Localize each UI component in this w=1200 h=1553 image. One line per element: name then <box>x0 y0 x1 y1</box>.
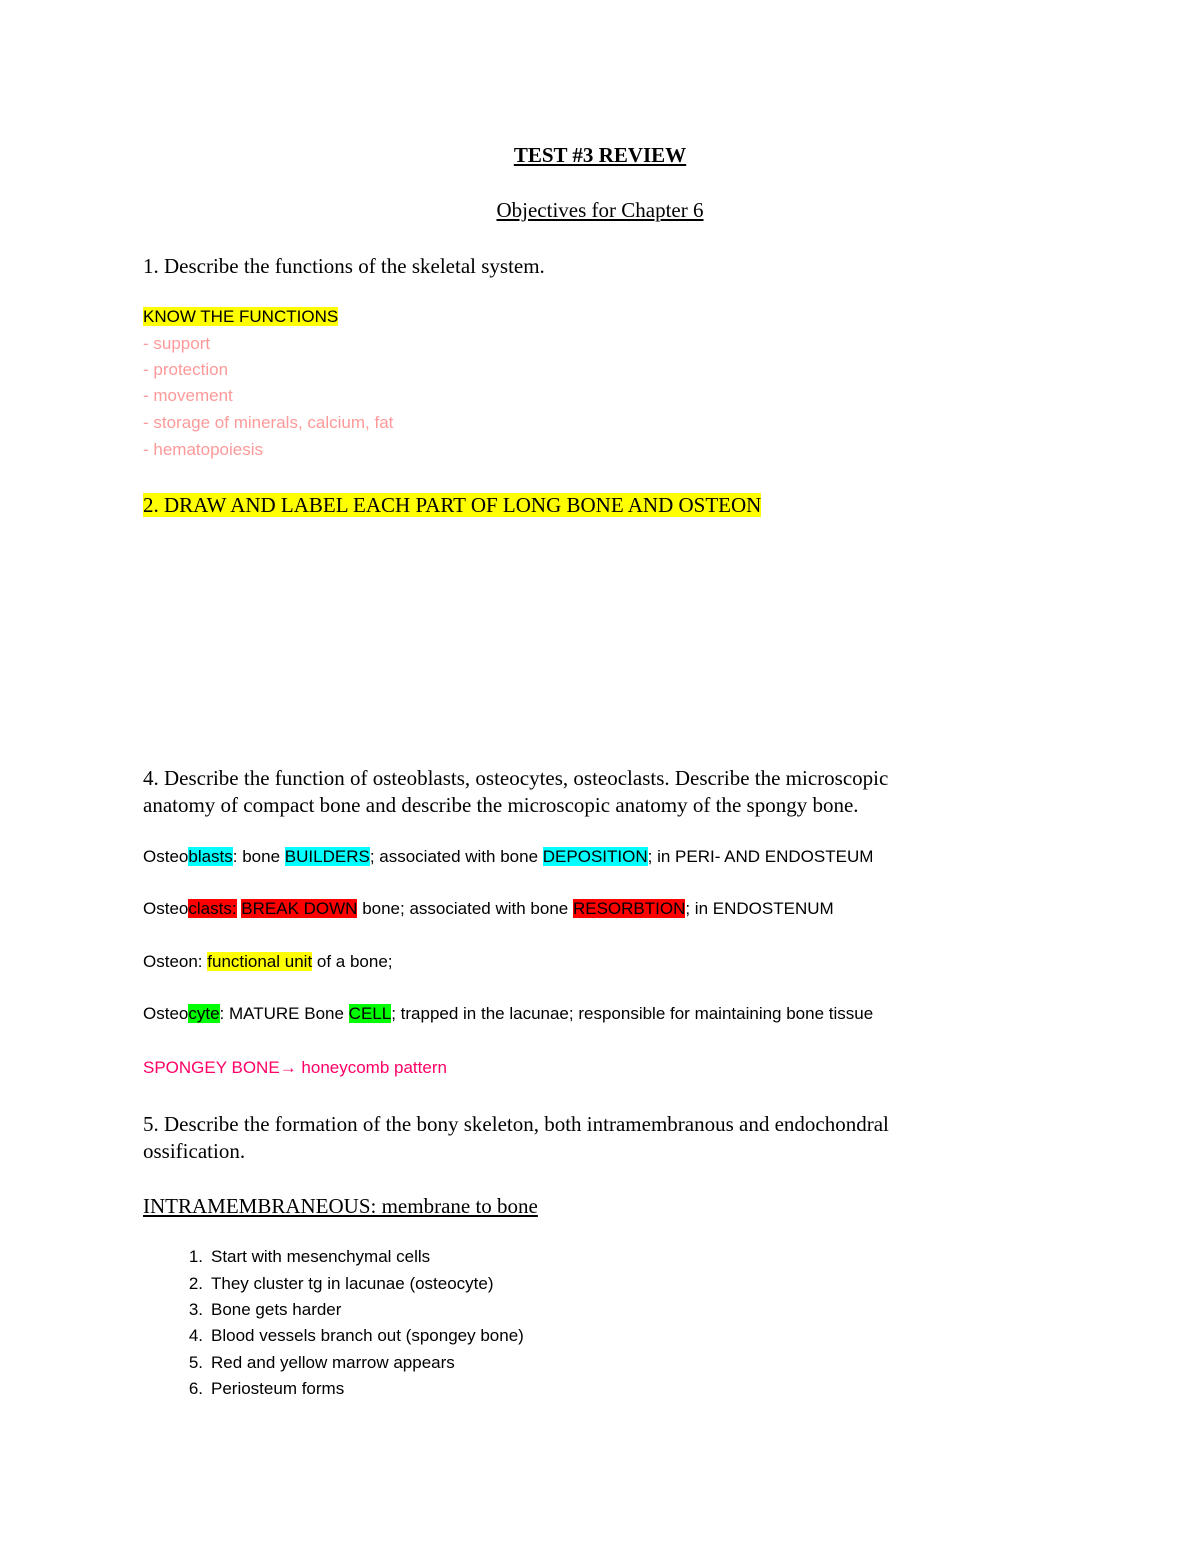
question-1: 1. Describe the functions of the skeletal system. <box>143 254 545 278</box>
osteocyte-cell: CELL <box>348 1004 392 1023</box>
osteoclasts-text-3: ; in ENDOSTENUM <box>685 899 834 918</box>
list-item <box>188 1247 431 1267</box>
function-item: - support <box>143 334 211 353</box>
list-item <box>188 1379 345 1399</box>
question-4-line-2: anatomy of compact bone and describe the microscopic anatomy of the spongy bone. <box>143 793 859 817</box>
list-item-text: Blood vessels branch out (spongey bone) <box>211 1326 524 1345</box>
osteocyte-highlight: cyte <box>188 1004 220 1023</box>
list-item-number: 2. <box>188 1274 203 1293</box>
osteoblasts-highlight: blasts <box>188 847 233 866</box>
question-2 <box>143 493 761 518</box>
osteon-line <box>143 952 393 972</box>
list-item-text: Bone gets harder <box>211 1300 342 1319</box>
question-2-text: 2. DRAW AND LABEL EACH PART OF LONG BONE AND OSTEON <box>143 493 762 517</box>
osteoclasts-break-down: BREAK DOWN <box>241 899 358 918</box>
list-item <box>188 1300 342 1320</box>
list-item-text: Periosteum forms <box>211 1379 345 1398</box>
intramembraneous-heading: INTRAMEMBRANEOUS: membrane to bone <box>143 1194 538 1218</box>
osteoblasts-text-1: : bone <box>232 847 285 866</box>
list-item-number: 3. <box>188 1300 203 1319</box>
osteoblasts-text-2: ; associated with bone <box>369 847 543 866</box>
spongey-bone-line <box>143 1058 447 1078</box>
osteoclasts-text-2: bone; associated with bone <box>357 899 573 918</box>
osteoclasts-highlight: clasts: <box>188 899 237 918</box>
list-item <box>188 1326 524 1346</box>
question-5-line-2: ossification. <box>143 1139 246 1163</box>
function-item: - movement <box>143 386 233 405</box>
list-item-number: 1. <box>188 1247 203 1266</box>
question-4-line-1: 4. Describe the function of osteoblasts, osteocytes, osteoclasts. Describe the microscopic <box>143 766 889 790</box>
osteocyte-text-2: ; trapped in the lacunae; responsible for maintaining bone tissue <box>391 1004 874 1023</box>
osteoblasts-prefix: Osteo <box>143 847 189 866</box>
osteoblasts-deposition: DEPOSITION <box>542 847 648 866</box>
list-item <box>188 1274 494 1294</box>
question-5-line-1: 5. Describe the formation of the bony skeleton, both intramembranous and endochondral <box>143 1112 889 1136</box>
spongey-bone-label: SPONGEY BONE <box>143 1058 280 1077</box>
functions-heading-text: KNOW THE FUNCTIONS <box>143 307 339 326</box>
osteocyte-line <box>143 1004 873 1024</box>
osteon-text-1: of a bone; <box>312 952 393 971</box>
list-item <box>188 1353 455 1373</box>
osteoclasts-prefix: Osteo <box>143 899 189 918</box>
page-title: TEST #3 REVIEW <box>513 143 687 167</box>
osteocyte-text-1: : MATURE Bone <box>219 1004 349 1023</box>
osteon-highlight: functional unit <box>207 952 313 971</box>
osteoclasts-line <box>143 899 834 919</box>
functions-heading <box>143 307 338 327</box>
list-item-text: Start with mesenchymal cells <box>211 1247 431 1266</box>
spongey-bone-text: honeycomb pattern <box>296 1058 447 1077</box>
list-item-number: 6. <box>188 1379 203 1398</box>
page-subtitle: Objectives for Chapter 6 <box>496 198 704 222</box>
function-item: - protection <box>143 360 229 379</box>
osteoblasts-builders: BUILDERS <box>284 847 370 866</box>
list-item-text: They cluster tg in lacunae (osteocyte) <box>211 1274 494 1293</box>
osteoclasts-resorbtion: RESORBTION <box>572 899 686 918</box>
osteoblasts-text-3: ; in PERI- AND ENDOSTEUM <box>647 847 874 866</box>
list-item-number: 5. <box>188 1353 203 1372</box>
osteon-prefix: Osteon: <box>143 952 208 971</box>
function-item: - hematopoiesis <box>143 440 264 459</box>
list-item-number: 4. <box>188 1326 203 1345</box>
osteocyte-prefix: Osteo <box>143 1004 189 1023</box>
function-item: - storage of minerals, calcium, fat <box>143 413 394 432</box>
list-item-text: Red and yellow marrow appears <box>211 1353 455 1372</box>
osteoblasts-line <box>143 847 873 867</box>
arrow-right-icon: → <box>279 1058 297 1077</box>
